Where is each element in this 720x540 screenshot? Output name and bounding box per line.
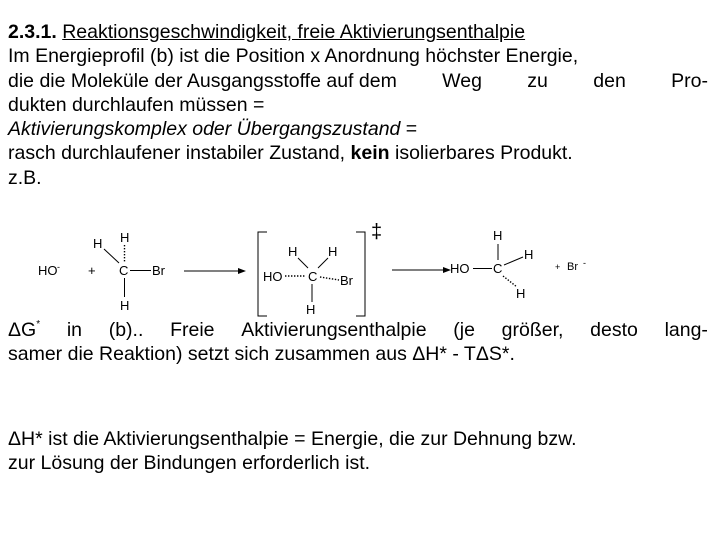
- superscript-star: *: [36, 319, 41, 330]
- text-word: (b)..: [108, 319, 144, 341]
- plus-sign: +: [88, 263, 96, 278]
- negative-charge: -: [57, 262, 60, 272]
- atom-h: H: [93, 236, 103, 251]
- text-fragment: isolierbares Produkt.: [389, 142, 573, 165]
- atom-br: Br: [340, 273, 353, 288]
- text-word: desto: [590, 319, 638, 341]
- reactant: [38, 230, 166, 313]
- text-word: Freie: [170, 319, 215, 341]
- gibbs-paragraph: [8, 318, 708, 367]
- text-line: Im Energieprofil (b) ist die Position x Anordnung höchster Energie,: [8, 45, 579, 68]
- bond-line: [298, 258, 308, 268]
- bromide-label: Br: [567, 261, 578, 273]
- hydroxide-label: HO: [38, 263, 58, 278]
- atom-h: H: [120, 230, 130, 245]
- text-word: lang-: [664, 319, 708, 341]
- reaction-arrow: [184, 268, 246, 274]
- enthalpy-paragraph: [8, 427, 708, 476]
- atom-c: C: [119, 263, 129, 278]
- text-word: zu: [527, 69, 548, 92]
- intro-paragraph: [8, 20, 708, 190]
- arrow-head: [238, 268, 246, 274]
- text-fragment: rasch durchlaufener instabiler Zustand,: [8, 142, 351, 165]
- section-heading: [8, 20, 708, 44]
- text-line: samer die Reaktion) setzt sich zusammen aus ΔH* - TΔS*.: [8, 343, 515, 366]
- text-word: Pro-: [671, 69, 708, 92]
- text-line: zur Lösung der Bindungen erforderlich ist.: [8, 452, 371, 475]
- term-activated-complex: Aktivierungskomplex oder Übergangszustand: [8, 118, 401, 141]
- text-word: in: [66, 319, 82, 341]
- right-bracket: [356, 232, 365, 316]
- text-word: Weg: [442, 69, 482, 92]
- text-fragment: =: [400, 118, 418, 141]
- partial-bond: [320, 277, 339, 280]
- text-word: den: [593, 69, 626, 92]
- transition-state: [258, 221, 382, 317]
- bond-line: [504, 257, 523, 265]
- atom-h: H: [120, 298, 130, 313]
- atom-h: H: [306, 302, 316, 317]
- double-dagger: ‡: [371, 221, 383, 243]
- text-line: [8, 117, 708, 141]
- plus-sign: +: [555, 262, 561, 272]
- section-title: Reaktionsgeschwindigkeit, freie Aktivierungsenthalpie: [62, 21, 526, 43]
- emphasis-kein: kein: [350, 142, 390, 165]
- text-line: z.B.: [8, 166, 42, 189]
- atom-h: H: [524, 247, 534, 262]
- reaction-arrow: [392, 267, 451, 273]
- text-word: (je: [453, 319, 475, 341]
- section-number: 2.3.1.: [8, 21, 57, 43]
- text-line: [8, 318, 708, 342]
- hashed-bond: [503, 276, 517, 287]
- negative-charge: -: [583, 258, 586, 268]
- text-word: Aktivierungsenthalpie: [241, 319, 427, 341]
- atom-h: H: [493, 228, 503, 243]
- atom-br: Br: [152, 263, 165, 278]
- reaction-scheme: [34, 218, 634, 318]
- bond-line: [318, 258, 328, 268]
- delta-g-symbol: [8, 318, 40, 342]
- bond-line: [104, 249, 119, 263]
- text-line: dukten durchlaufen müssen =: [8, 93, 265, 116]
- hydroxide-label: HO: [450, 261, 470, 276]
- atom-h: H: [516, 286, 526, 301]
- hydroxide-label: HO: [263, 269, 283, 284]
- text-line: [8, 141, 708, 165]
- atom-c: C: [493, 261, 503, 276]
- text-word: die die Moleküle der Ausgangsstoffe auf dem: [8, 69, 397, 92]
- atom-h: H: [328, 244, 338, 259]
- product: [450, 228, 586, 301]
- text-line: ΔH* ist die Aktivierungsenthalpie = Energie, die zur Dehnung bzw.: [8, 428, 577, 450]
- atom-h: H: [288, 244, 298, 259]
- text-word: größer,: [501, 319, 564, 341]
- text-line: [8, 69, 708, 93]
- symbol-text: ΔG: [8, 319, 37, 341]
- atom-c: C: [308, 269, 318, 284]
